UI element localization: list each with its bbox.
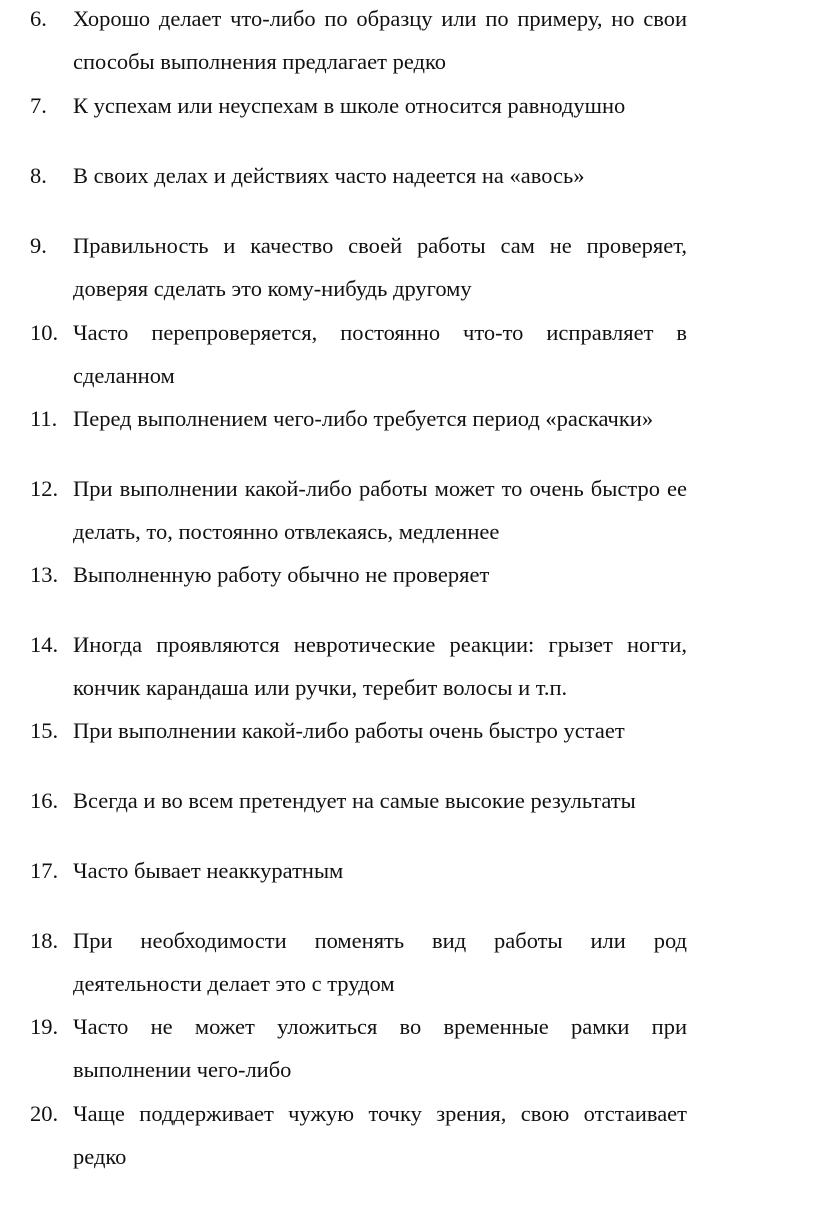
item-text: Хорошо делает что-либо по образцу или по примеру, но свои способы выполнения предлагает редко (73, 6, 687, 74)
item-text: К успехам или неуспехам в школе относится равнодушно (73, 93, 626, 118)
item-number: 7. (30, 93, 47, 118)
item-text: При необходимости поменять вид работы или род деятельности делает это с трудом (73, 928, 687, 996)
item-number: 10. (30, 320, 59, 345)
item-text: При выполнении какой-либо работы очень быстро устает (73, 718, 625, 743)
item-text: Часто бывает неаккуратным (73, 858, 344, 883)
item-number: 12. (30, 476, 59, 501)
item-number: 9. (30, 233, 47, 258)
item-text: Выполненную работу обычно не проверяет (73, 562, 490, 587)
item-number: 18. (30, 928, 59, 953)
item-number: 8. (30, 163, 47, 188)
item-number: 15. (30, 718, 59, 743)
item-text: Чаще поддерживает чужую точку зрения, свою отстаивает редко (73, 1101, 687, 1169)
item-number: 11. (30, 406, 58, 431)
item-text: При выполнении какой-либо работы может то очень быстро ее делать, то, постоянно отвлекаясь, медленнее (73, 476, 687, 544)
item-number: 20. (30, 1101, 59, 1126)
item-text: Часто не может уложиться во временные рамки при выполнении чего-либо (73, 1014, 687, 1082)
item-text: Часто перепроверяется, постоянно что-то исправляет в сделанном (73, 320, 687, 388)
item-number: 19. (30, 1014, 59, 1039)
item-text: Иногда проявляются невротические реакции: грызет ногти, кончик карандаша или ручки, теребит волосы и т.п. (73, 632, 687, 700)
item-text: Перед выполнением чего-либо требуется период «раскачки» (73, 406, 654, 431)
item-text: В своих делах и действиях часто надеется на «авось» (73, 163, 585, 188)
item-number: 14. (30, 632, 59, 657)
item-text: Всегда и во всем претендует на самые высокие результаты (73, 788, 636, 813)
item-number: 17. (30, 858, 59, 883)
item-number: 13. (30, 562, 59, 587)
item-text: Правильность и качество своей работы сам не проверяет, доверяя сделать это кому-нибудь другому (73, 233, 687, 301)
item-number: 16. (30, 788, 59, 813)
item-number: 6. (30, 6, 47, 31)
